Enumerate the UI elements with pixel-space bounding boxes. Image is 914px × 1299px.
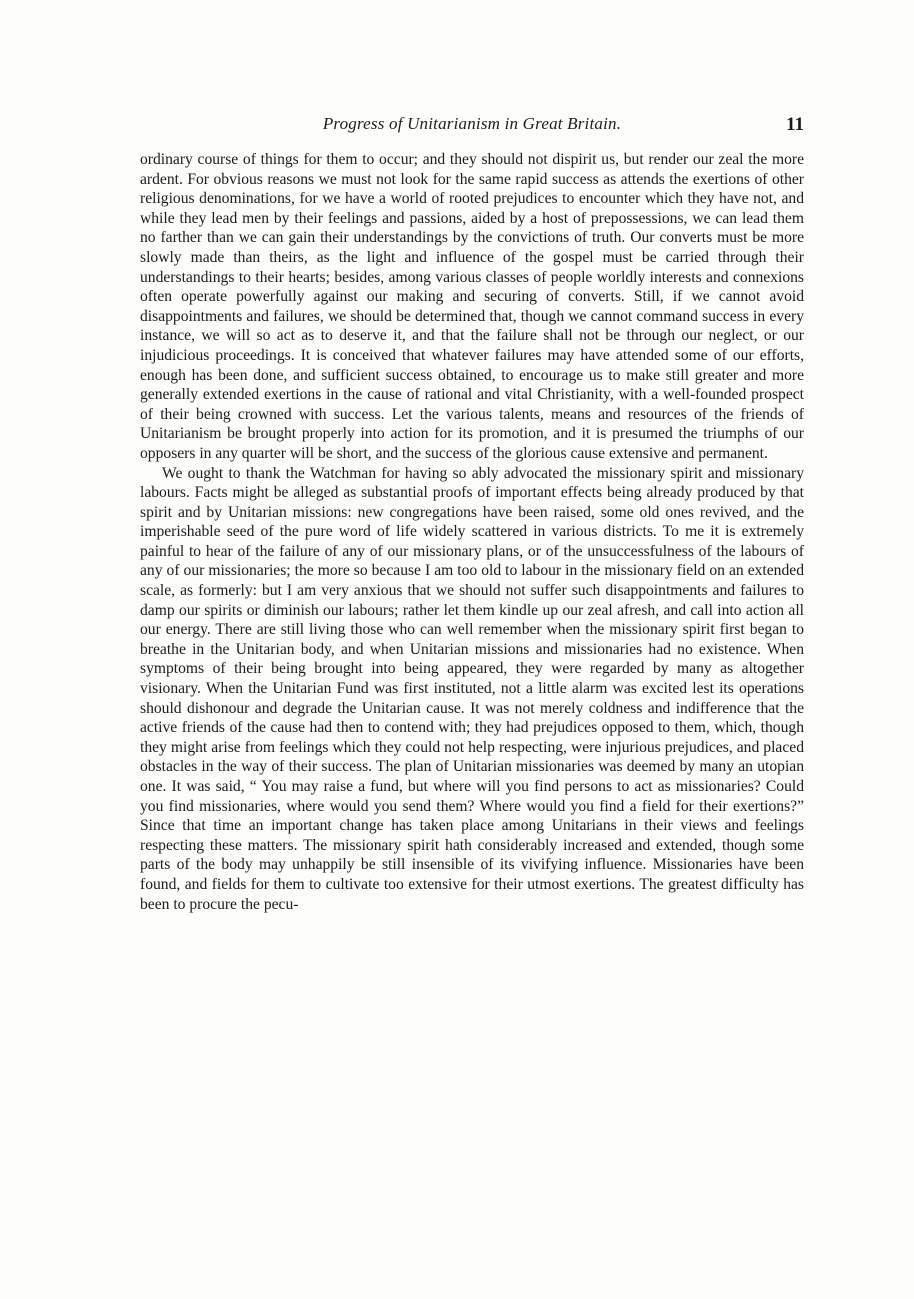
paragraph: We ought to thank the Watchman for having so ably advocated the missionary spirit and missionary labours. Facts might be alleged as substantial proofs of important effects being already produced by that spirit and by Unitarian missions: new congregations have been raised, some old ones revived, and the imperishable seed of the pure word of life widely scattered in various districts. To me it is extremely painful to hear of the failure of any of our missionary plans, or of the unsuccessfulness of the labours of any of our missionaries; the more so because I am too old to labour in the missionary field on an extended scale, as formerly: but I am very anxious that we should not suffer such disappointments and failures to damp our spirits or diminish our labours; rather let them kindle up our zeal afresh, and call into action all our energy. There are still living those who can well remember when the missionary spirit first began to breathe in the Unitarian body, and when Unitarian missions and missionaries had no existence. When symptoms of their being brought into being appeared, they were regarded by many as altogether visionary. When the Unitarian Fund was first instituted, not a little alarm was excited lest its operations should dishonour and degrade the Unitarian cause. It was not merely coldness and indifference that the active friends of the cause had then to contend with; they had prejudices opposed to them, which, though they might arise from feelings which they could not help respecting, were injurious prejudices, and placed obstacles in the way of their success. The plan of Unitarian missionaries was deemed by many an utopian one. It was said, “ You may raise a fund, but where will you find persons to act as missionaries? Could you find missionaries, where would you send them? Where would you find a field for their exertions?” Since that time an important change has taken place among Unitarians in their views and feelings respecting these matters. The missionary spirit hath considerably increased and extended, though some parts of the body may unhappily be still insensible of its vivifying influence. Missionaries have been found, and fields for them to cultivate too extensive for their utmost exertions. The greatest difficulty has been to procure the pecu- (140, 464, 804, 913)
running-head (140, 114, 804, 140)
page-number: 11 (786, 114, 804, 135)
running-title: Progress of Unitarianism in Great Britain. (322, 114, 622, 133)
paragraph-continued: ordinary course of things for them to occur; and they should not dispirit us, but render our zeal the more ardent. For obvious reasons we must not look for the same rapid success as attends the exertions of other religious denominations, for we have a world of rooted prejudices to encounter which they have not, and while they lead men by their feelings and passions, aided by a host of prepossessions, we can lead them no farther than we can gain their understandings by the convictions of truth. Our converts must be more slowly made than theirs, as the light and influence of the gospel must be carried through their understandings to their hearts; besides, among various classes of people worldly interests and connexions often operate powerfully against our making and securing of converts. Still, if we cannot avoid disappointments and failures, we should be determined that, though we cannot command success in every instance, we will so act as to deserve it, and that the failure shall not be through our neglect, or our injudicious proceedings. It is conceived that whatever failures may have attended some of our efforts, enough has been done, and sufficient success obtained, to encourage us to make still greater and more generally extended exertions in the cause of rational and vital Christianity, with a well-founded prospect of their being crowned with success. Let the various talents, means and resources of the friends of Unitarianism be brought properly into action for its promotion, and it is presumed the triumphs of our opposers in any quarter will be short, and the success of the glorious cause extensive and permanent. (140, 151, 804, 462)
body-text (140, 150, 804, 914)
